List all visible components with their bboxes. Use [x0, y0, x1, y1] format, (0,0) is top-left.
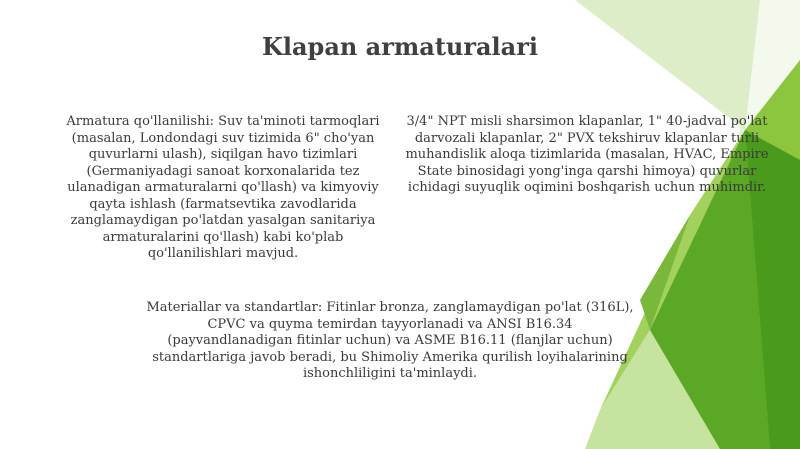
facet-light-upper	[575, 0, 760, 130]
materials-standards-paragraph: Materiallar va standartlar: Fitinlar bronza, zanglamaydigan po'lat (316L), CPVC va quyma temirdan tayyorlanadi va ANSI B16.34 (payvandlanadigan fitinlar uchun) va ASME B16.11 (flanjlar uchun) standartlariga javob beradi, bu Shimoliy Amerika qurilish loyihalarining ishonchliligini ta'minlaydi.	[146, 300, 634, 381]
slide-title: Klapan armaturalari	[262, 32, 538, 61]
armatura-application-paragraph: Armatura qo'llanilishi: Suv ta'minoti tarmoqlari (masalan, Londondagi suv tizimida 6" cho'yan quvurlarni ulash), siqilgan havo tizimlari (Germaniyadagi sanoat korxonalarida tez ulanadigan armaturalarni qo'llash) va kimyoviy qayta ishlash (farmatsevtika zavodlarida zanglamaydigan po'latdan yasalgan sanitariya armaturalarini qo'llash) kabi ko'plab qo'llanilishlari mavjud.	[66, 114, 380, 261]
valve-types-paragraph: 3/4" NPT misli sharsimon klapanlar, 1" 40-jadval po'lat darvozali klapanlar, 2" PVX tekshiruv klapanlar turli muhandislik aloqa tizimlarida (masalan, HVAC, Empire State binosidagi yong'inga qarshi himoya) quvurlar ichidagi suyuqlik oqimini boshqarish uchun muhimdir.	[405, 114, 769, 195]
